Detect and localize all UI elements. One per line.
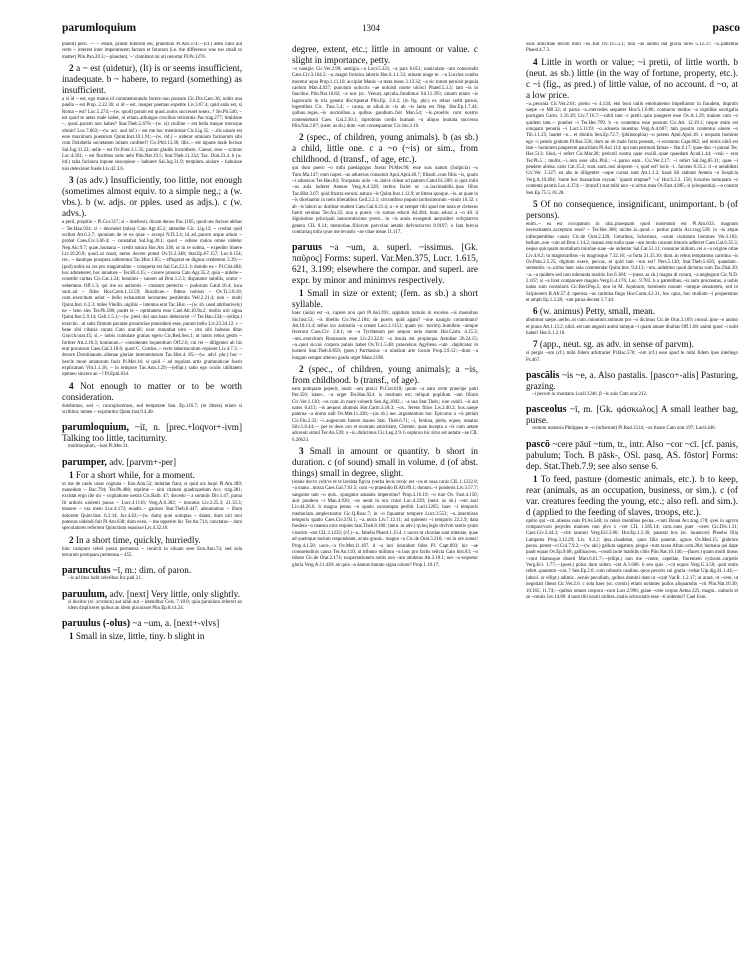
- citation-block: ~is ad litus ludit celeribus Inc.pall.21.: [68, 576, 142, 582]
- citation-block: eam potiquam peperit, iussit ~am proici Pl.Cist.618; quom ~a natu recte praecipe patri Per.350; istaec.. ~a urget Ter.Hau.924; is morbum est; reliquit pupillum ~um filium Cic.Ver.1.130; ~os cum..in mare voluerit Sen.Ag.1002..; ~a sua Stat.Theb.; iure cubili. ~is aut natos 8.413; ~is aequus alumnis Hor.Carm.3.18.3; ~os.. ferens filios Liv.2.40.2; hos..saepe paterna ~a domo uidi Ov.Met.11.438;—(as sb.) nec..argumentum hoc Epicurus a ~is petiuit Cic.Fin.2.32; ~i..augescunt funere manes Stat. Theb.6.71; ~i, femina, plebs, eques, senatus Silv.1.6.44;— per te deos oro et nostram amicitiam, Chreme, quae incepta a ~is cum aetate adcreuit simul Ter.An.539; a ~is..didicimus Cic.Leg.2.9. b sophron hic sitvs est aetatis ~ae CIL 6.26623.: [292, 386, 478, 443]
- sense-number: 1: [69, 631, 74, 642]
- entry-definition: ~cere pāuī ~tum, tr., intr. Also ~cor ~cī. [cf. panis, pabulum; Toch. B pāsk-, OSl. pasq, AS. fōstor] Forms: dep. Stat.Theb.7.9; see also sense 6.: [526, 438, 738, 471]
- dictionary-entry: [526, 404, 738, 432]
- sense-number: 1: [533, 473, 538, 484]
- citation-block: abutimur saepe..uerbo..ut cum..minutum animum pro ~o dicimus Cic.de Orat.3.169; consul..ipse ~o animo et prauo Att.1.13.2; nihil..est tam angusti animi tamque ~i quam amare diuitias Off.1.68; animi quod ~i nolit haberi Hor.S.1.2.10.: [526, 318, 738, 336]
- sense-text: To feed, pasture (domestic animals, etc.). b to keep, rear (animals, as an occupation, business, or sim.). c (of var. creatures feeding the young, etc.; also refl. and sim.). d (applied to the feeding of slaves, troops, etc.).: [526, 473, 738, 517]
- sense-definition: [62, 63, 242, 96]
- dictionary-entry: [526, 439, 738, 472]
- citation-block: praeut) peril. — ~ etiam, praeut futurum est, praedicas Pl.Am.374;—(cf.) adeo nihil aut certe ~ interest inter imperatorem factum et futurum (i.e. the difference was too small to matter) Plin.Pan.20.3;—plaudunt, '~' clamitant mi uti renortar Pl.Ps.1276.: [62, 42, 242, 60]
- sense-number: 4: [69, 380, 74, 391]
- entry-definition: ~ī, m. [Gk. φάσκωλος] A small leather bag, purse.: [526, 404, 738, 426]
- sense-number: 2: [69, 534, 74, 545]
- dictionary-columns: [62, 42, 750, 957]
- sense-definition: [62, 470, 242, 481]
- sense-definition: [526, 474, 738, 518]
- headword: parumloquium,: [62, 422, 129, 434]
- page-number: 1304: [362, 23, 380, 33]
- entry-head-line: [292, 242, 478, 286]
- entry-head-line: [62, 565, 242, 576]
- citation-block: haec (aula) est ~a, capere non quit Pl.Aul.391; oppidum tumulo in excelso..~is moenibus Sis.hist.53; ~is libellis Cic.Ver.2.184; de pueris quid agam? ~one nauigio committam? Att.10.11.4; tellus uix animalia ~a creant Lucr.2.1151; quam (sc. turrim)..humilem ~amque fecerunt Caes.Civ. 2.8.1; ne ~a Tyrrhenum per aequor uela darem Hor.Carm. 4.15.3; ~um..exercitum Romanum esse Liv.23.32.8; ~a insula est propinqua Aetoliae 26.24.15; ~a..quot siccus corpora puluis habet Ov.Tr.1.5.48; praecelsus Agylleus..~um ..duplicatur in hostem Stat.Theb.6.859; (poet.) Parrhasius ~a uindicat arte locum Prop.3.9.12;—dum ~a longam semper alterno gradu urget Maur.2198.: [292, 311, 478, 361]
- citation-block: a peril, propitio ~ Pl.Cur.317; si ~ intellexti, dicam denuo Pac.1105; quod ues fecisse alebas ~ Ter.Hau.924; si ~ decendet (talea) Cato Agr.45.2; attendite Cic. Lig.13; ~ crediat quid scribat Att.6.3.7; quoniam de re ea quae ~ accepi N.D.3.4; id..ad..pacem atque otium ~ probat Caes.Civ.3.66.4; ~ constabat Sal.Jug.30.1; quod ~ odisse malos omne uidetur Nep.Alc.9.7; quae..humana ~ credit natura Hor.Ars 338; ut in re subita, ~ expedito itinere Liv.10.26.9; quod..ut nouit, nemo docere potest Ov.Tr.2.348; Stat.Ep.67.157; Luc.6.154; res.. ~ dautique prospera uiderentur Tac.Hist.1.85; ~ effugerat ne dignus crederetur 3.39;—(pod) nobis ea res pro magnitudine ~ comperta est Sal.Cat.22.3. b dumdo ea ~ Pl.Cist.484; hoc aduteneret, hoc innatuse ~ Ter.Hl.4.15; ~ cavere pronera Cato Agr.35.2; quia ~ ardebe ~ constitit caritas Cic.Cat.1.24; honnimi ~ sanum ad Brut.1.2.3; disputator subtilis, orator ~ uehemens Off.1.3; qui me ex aerismis ~ creatum pertectis ~ pudorum Catul.16.4; luca sunt..ad ~ fidos Hor.Carm.1.12.59; Boralicae..~ fidens nobisis ~ Ov.Tr.3.8.18; cum..exercitum uelut ~ bello exhaustum lacerantes pestilentia Vell.2.21.4; non ~ multi Quint.Inst. 6.2.3; miles Vitellii..uigiliis ~ intentus erat Tac.Hist. —(w. sb. used attributively) ne ~ leno sies Ter.Ph.508; pudet te ~ optimatem esse Cael.Att.10.9a.2; mollis uiri signa Quint.Inst.5.9.14; Gell.1.5.1;—(w. pred. do) una haec dedecorist ~? Ter.Hau.334;—(ellipt.) exercitu ..ut satis firmum pacatae prouinciae praesidem esse, parum bello Liv.23.34.12. c ~ bene sibi cibaria curata Cato orat.66; uxor renuntiat uiro ~ cito sibi balneas ditas Gracch.orat.45; si..~ uobis cumulate gratias egero Cic.Red.Sen.1; ut tantis rebus gestis ~ fortiter Att.2.18.3; hominum..~ considerate loquentium Off.2.6; cui rei ~ diligenter ab his erat prouisum Caes.Gal.3.18.6; quod C. Curtius..~ recte tabernaculum cepisset Liv.4.7.3; ~ decore Domitianum..alienae gloriae interuenturum Tac.Hist.4. 85;—(w. advl. phr.) hoc ~ hercle more amatorum facis Pl.Mer.16; si quid ~ ad regulam artis grammaticae fuerit explicatum Vitr.1.1.18; ~ in tempore Tac.Ann.1.29;—(ellipt.) satin ego oculis utilitatem optineo sincere an ~? Pl.Epid.634.: [62, 220, 242, 378]
- entry-head-line: [526, 404, 738, 426]
- column-middle: [292, 42, 478, 957]
- citation-block: (omne decvs volt/vs et te lavdata figvra (verba levis nvn)c est ~os et ossa canis CIL 1.1222.8; ~a manu ..missa Caes.Gal.7.61.5; cum ~o praesidio B.Afr.89.1; donum..~i ponderis Liv.3.57.7; sanguine tam ~o quis.. spargatur amantis imperobus? Prop.3.16.19; ~o ture Ov. Fast.4.150; auri pondera ~i Man.4.926; ~os uenit in ora cruor Luc.4.239; (neut. as sb.) ~om auri Liv.44.26.6. b magna penus ~o spatio consumpta peribit Lucil.1205; haec ~i temporis memoriam..amplectuntur Cic.Q.Rosc.7; in ~o liquantur tempore Lucr.3.553; ~o..intermisso temporis spatio Caes.Civ.3.93.1; ~a..mora Liv.7.12.11; ad quietem ~i temporis 22.2.9; data foedera ~o maesta uiris requies Stat.Theb.8.160; (neut. as adv.) qvinq legis titvlvm sentis qvam vixerim ~om CIL 2.1235; (cf.) ~a.. fabella Phaed.1.15.4. c uoces ut chordae sunt intentae, quae ad quemque tactum respondeant, acuta grauis.. magna ~a Cic.de Orat.3.216; ~us in ore sonus! Prop.4.1.58; uoce..~a Ov.Met.11.187. d ~a iuri iurandost fides Pl. Capt.893; hic ~ae consuetudinis causa Ter.An.110; at tribuno militum ~a laus pro factis relicta Cato hist.83; ~o labore Cic.de Orat.2.174; exspectationem nobis non ~am attuleras Att.3.18.1; nec ~a sequetur gloria Verg.A.11.430; an quia ~a damus mutato signa colore? Prop.1.18.17;: [292, 480, 478, 568]
- sense-text: Of no consequence, insignificant, unimportant. b (of persons).: [526, 198, 738, 220]
- left-guide-word: parumloquium: [62, 22, 137, 34]
- sense-number: 1: [69, 469, 74, 480]
- sense-number: 4: [533, 56, 538, 67]
- dictionary-entry: [62, 565, 242, 582]
- sense-text: Little in worth or value; ~i pretii, of little worth. b (neut. as sb.) little (in the way of fortune, property, etc.). c ~i (fig., as pred.) of little value, of no account. d ~o, at a low price.: [526, 56, 738, 100]
- citation-block: ~o nauigio Cic.Ver.2.99; uestigia..~a Lucr.5.321; ~a pars 6.651; nauiculam ~am conscendit Caes.Civ.3.104.3; ~a..magni formica laboris Hor.S.1.1.33; utinam mage te.. ~a Lucrina cumba moretur aqua Prop.1.11.10; accipiat Manis ~a testa meos 2.13.32; ~a sic totum peruisit pupula caelum Man.4.927; punctum uolucris ~ae uoluisti morte ulcisci Phaed.5.3.3; tam ~is in faucibus Plin.Nat.10.82; ~a nos (sc. Venus)..spicula..fundimus Sil.11.393; uinum etiam ~is laguncalis in tria genera discripserat Plin.Ep. 2.6.2; (in fig. phr.) ex rebus cedit paruis, ingentibus Cic. Tusc.5.4; ~ causa, ut aliud..in ~is ab ~is laeta est Nep. Hor.Ep.1.7.44; quibus..reges..~is auctoribus..a quibus gaudium..fuit Man.54; ~is..proeliis cum nostris contendebant Caes. Gal.2.30.1; inprobitas cordis humani ~o aliquo inuitata successu Plin.Nat.2.87; (neut. as sb.) dum ~um consequamur Cic.Inv.2.10.: [292, 67, 478, 130]
- dictionary-entry: [62, 457, 242, 468]
- sense-text: In a short time, quickly, hurriedly.: [75, 534, 201, 545]
- sense-definition: [526, 199, 738, 221]
- citation-block: enim..~ ea est occupatum in uita..praequam quod molestum est Pl.Am.633; magnum necessitatem..acceptum esse? ~ Ter.Hec.306; nicibe..is..quod..~ potius patria Acc.trag.520; in ~is atque infrequentibus causis Cic.de Orat.2.320; Ceturinos, Scherinos, ~arum ciuitatum homines Ver.3.103; bellum..non ~um ad Brut.1.14.2; manus erat nulla quae ~am modo causam timoris adferret Caes.Gal.6.35.3; neque quicquam mortalium iniuriae suae ~ae uidentur Sal.Cat.51.11; censurae initium..rei a ~a origine ortae Liv.4.8.2; in magistratibus ~is magnisque 7.32.16; ~a furta 21.35.10; dum..in rebus temptamus carmina ~is Ov.Pont.2.5.25; digitum exere, peccas, et quid tam ~um est? Pers.5.120; Stat.Theb.5.656; quaedam.. sententiis ~a..uirtus haec sola commendat Quint.Inst. 9.4.13; ~um..uidebitur quod dicturus sum Tac.Dial.30; ~a..~a quidem sed non toleranda maritis Juv.6.184; —(neut. as sb.) magna di curant, ~a neglegunt Cic.N.D. 2.167; si ~a licet componere magnis Verg.G.4.176; Luc. 9.783. b a parentibus..~is sum procreatus, a uobis natus sum consularis Cic.Red.Pop.5; non in M. Aquinum, hominem nouum ~umque senatorem, sed in Scipionem B.Afr.57.4; operosa ~us carmina fingo Hor.Carm.4.2.31; hoc opus, hoc studium ~i properemus et ampli Ep.1.3.28; ~um parua decent 1.7.44.: [526, 221, 738, 303]
- definition-continuation: [292, 44, 478, 66]
- sense-text: Not enough to matter or to be worth consideration.: [62, 380, 242, 402]
- sense-definition: [292, 364, 478, 386]
- sense-number: 1: [299, 288, 304, 299]
- sense-text: (w. animus) Petty, small, mean.: [539, 306, 656, 317]
- sense-number: 3: [69, 175, 74, 186]
- entry-definition: ~a ~um, a. superl. ~issimus. [Gk. παῦρος] Forms: superl. Var.Men.375, Lucr. 1.615, 621, 3.199; elsewhere the compar. and superl. are expr. by minor and minimvs respectively.: [292, 242, 478, 286]
- citation-block: opilio qui ~cit..alienas ouis Pl.As.540; in celsis montibus pecua..~cunt Donai Acc.trag.178; qvei in agrvm compascvom peqvdes maiores non plvs x ~cet CIL 1.585.14; cum..sues puer ~ceret Cic.Div.1.31; Caes.Civ.3.44.3; ~cite taurum Verg.Ecl.3.86; Hor.Ep.1.3.36; pauerat hos (sc. iuuencos) Phoebo filia Lampetia Prop.3.12.29; Liv. 9.2.2; ipsa..claudebat, quos filia pauerat, agnos Ov.Med.15; glabrum pecus..potest ~ci Col.7.9.2;—(w. abl.) gallum sagatum, pingui ~tum taxea Afran.com.284; humana qui dape pauit equas Ov.Ep.9.68; gallinaceos..~cendi lacte madidis cibis Plin.Nat.10.140;—(facet.) quam multi tineas ~cunt blattasque diserti Mart.6.61.7;—(ellipt.) non me ~cente, capellae, florentem cytisum..carpetis Verg.Ecl. 1.77;—(poet.) polus dum sidera ~cet A.1.608. b seu quis ..~cit equos Verg.G.3.50; quid enim refert..quantum ~cat..? Sen.Ep.2.6; cum robustis canibus..quos pecoris sui gratia ~cebat Ulp.dig.41.1.44;—(absol. or ellipt.) adimis ..seruis peculium, quibus domini dant ut ~cant Var.R. 1.2.17; ut arare, ut ~cere, ut negotiari libeat Cic.Ver.2.6. c sola haec (sc. cornix) etiam uolantes pullos aliquamdiu ~cit Plin.Nat.10.30; 10.165; 11.74;—quibus omnes corpora ~cunt Lucr.2.996; graue ~cere corpus Aetna 225; magni.. uulturis et se ~centis Juv.14.80. d num tibi nostri milites..malis orbiculatis esse ~ti uidentur? Cael.Fam.: [526, 518, 738, 600]
- sense-text: (spec., of children, young animals); a ~is, from childhood. b (transf., of age).: [292, 363, 478, 385]
- dictionary-entry: [62, 589, 242, 613]
- entry-definition: adv. [parvm+-per]: [109, 456, 177, 467]
- sense-text: (as adv.) Insufficiently, too little, not enough (sometimes almost equiv. to a simple neg.; a (w. vbs.). b (w. adjs. or pples. used as adjs.). c (w. advs.).: [62, 175, 242, 219]
- sense-text: Small in size, little, tiny. b slight in: [75, 631, 205, 642]
- dictionary-entry: [62, 422, 242, 450]
- citation-block: multiloquium, ~ium Pl.Mer.31.: [68, 444, 130, 450]
- entry-definition: adv. [next] Very little, only slightly.: [109, 588, 240, 599]
- headword: paruulus (-olus): [62, 618, 131, 630]
- citation-block: centum numaria Philippea in ~o (infuerunt) Pl.Rud.1314; ~os furare Cato orat.197; Lucil.446.: [532, 426, 716, 432]
- entry-head-line: [62, 618, 242, 629]
- entry-head-line: [62, 422, 242, 444]
- sense-definition: [526, 306, 738, 317]
- citation-block: ut me de caelo uisas cognata ~ Enn.Ann.53; indutiae fiant, si quid uis loqui Pl.Am.389; manedum ~ Bac.794; Ter.Ph.486; reprime ~ uim citatum quadrupedum Acc. trag.381; exsistat ergo ille uir ~ cogitatione uestra Cic.Balb. 47; discedo ~ a somniis Div.1.47; parua fit ardoris uiolenti pausa ~ Lucr.4.1116; Verg.A.6.382; ~ moratus Liv.2.25.3; 21.33.3; tenuere ~ ora metu Luc.4.172; euadit..~ gauisos Stat.Theb.6.447; adsumamus ~ illum dolorem Quint.Inst. 6.2.34; Juv.4.62;—(w. dum) quoi uoluptas ~ datast, dum uiri moi potestas uidendi fuit Pl.Am.638; dum exeo, ~ me opperire hic Ter.An.714; cunctatus ~ dum speculatores referrent Quinctium euasisse Liv.4.32.10.: [62, 481, 242, 532]
- sense-definition: [62, 175, 242, 219]
- headword: pasceolus: [526, 404, 567, 416]
- sense-number: 2: [299, 363, 304, 374]
- sense-number: 2: [69, 63, 74, 74]
- sense-definition: [62, 631, 242, 642]
- sense-number: 6: [533, 306, 538, 317]
- headword: paruus: [292, 242, 323, 254]
- sense-number: 5: [533, 198, 538, 209]
- entry-definition: ~iī, n. [prec.+loqvor+-ivm] Talking too little, taciturnity.: [62, 422, 242, 444]
- sense-definition: [292, 446, 478, 479]
- dictionary-entry: [292, 242, 478, 286]
- citation-block: qui dum puero ~o mihi paedagogus fuerat Pl.Mer.90; esse suis natum (Sulpicia) ~o Turn.Ma.147; eum nuper..~as aduersus consuluit Apul.Apol.46.7; filiaoli..cum filiis ~is, quum ~i aduersus Ter.Hau.84; Torquatus uolo ~is..dolce rideat ad patrem Catul.61.209; si quis mihi ~us aula luderet Aeneas Verg.A.4.328; tertius faciet ut ~a..lacrimabilis..ipsa filius Tac.Hist.3.67; quid frustra eorum..natura ~is Quint.Inst.1.12.9; ut littera quoque..~is..ut quae in ~is dicebantur in meis liberalibus Gell.2.2.1; circumfuso populo lactissimorum ~orum 10.32. c ab ~is labori ac duritiae student Caes.Gal.6.21.4; a ~o ut semper tibi apud me iusta et clemens fuerit seruitus Ter.An.35; una a pueris ~is sumus educti Ad.494; hunc..eduxi a ~o 48. d dignissimo principali innocentissimo pvero.. in ~is annis exsegenti aeqvaliter volvptatvm genera CIL 8.14; memoriae..filiorvm parvvlan aetatis defvnctorvm 8.9107; o fata brevia contrariaq mihi qvae me levastis ~ae vitae meae 11.117.: [292, 166, 478, 235]
- entry-head-line: [62, 589, 242, 600]
- right-guide-word: pasco: [712, 22, 740, 34]
- sense-text: a ~ est (uidetur), (It) is or seems insufficient, inadequate. b ~ habere, to regard (something) as insufficient.: [62, 63, 242, 96]
- sense-text: For a short while, for a moment.: [75, 469, 195, 480]
- sense-definition: [526, 57, 738, 101]
- citation-block: hinc campum celeri passu permensa ~ coniicit in siluam sese Enn.Ann.74; sed sola terrarum postquam permensa ~ 455.: [62, 546, 242, 558]
- entry-definition: ~is ~e, a. Also pastalis. [pasco+-alis] Pasturing, grazing.: [526, 370, 738, 392]
- sense-number: 3: [299, 446, 304, 457]
- citation-block: si ducitur (sc. scrotum) aut nihil aut ~ intenditur Cels. 7.18.8; quia paruulum referret an idem displiceret quibus an idem placuisset Plin.Ep.8.14.24.: [68, 599, 242, 611]
- dictionary-entry: [526, 370, 738, 398]
- citation-block: si pergis ~om (cf.) mihi fidem arbitrarier Pl.Bac.570; ~om (cf.) esse apud te mihi fidem ipse intellego Ps.467.: [526, 351, 738, 363]
- entry-head-line: [526, 370, 738, 392]
- column-left: [62, 42, 242, 957]
- entry-head-line: [526, 439, 738, 472]
- sense-definition: [62, 535, 242, 546]
- sense-text: Small in size or extent; (fem. as sb.) a short syllable.: [292, 288, 478, 310]
- sense-number: 2: [299, 132, 304, 143]
- headword: pascālis: [526, 370, 560, 382]
- headword: parumper,: [62, 456, 107, 468]
- citation-block: usus amicitiae tecum mihi ~us..fuit Ov.Tr.5.5.1; non ~as animo dat gloria uires 5.12.37; ~a..patientia Phaed.4.7.3.: [526, 42, 738, 54]
- entry-definition: ~ī, m.: dim. of paron.: [112, 565, 192, 576]
- running-head: [0, 22, 750, 38]
- entry-head-line: [62, 457, 242, 468]
- column-right: [526, 42, 738, 957]
- sense-definition: [292, 132, 478, 165]
- citation-block: ~a..pecunia Cic.Ver.2.61; pretio ~o 4.134; etsi boni nullo emolumento impelluntur in fraudem, improbi saepe ~o Mil.32; si parua ~a..mercedes sequerer Hor.S.1.6.86; contracto melius ~a cupidine uectigalia porrigam Carm. 3.16.39; Liv.7.16.7;—nihil tam ~i pretii..quin pungeret esse Ov.A.1.29; maiore cum ~o quidem tam..~ praebet ~i Ter.Hec.799. b ~o contentus esse possum Cic.Att. 12.19.1; neque enim est umquam penuria ~i Lucr.5.1119; ~o..adsueta iuuentus Verg.A.4.607; tam possim contentus uiuere ~o Tib.1.1.25; laudet ~o... et diuitiis Sen.Ep.72.7; (philosophia) ~o potens Apul.Apol.18. c nequam hominis ego ~i pendo gratiam Pl.Bac.558; dum ne ob male facta peream, ~i existumo Capt.682; sed nimis nihil est tam ~ hominem pauperem pauciliam Pl.Aul.114; qui tum permuni famae ~ Nat.6.17; quae duo ~i putaui Ter. Hec.513; illud..~i refert Cic.Mur.28; periculi nostra quae exsilii..quae quaedam Acad.1.44; ~onii ~ erat Ter.Ph.5..; multis..~i..rem esse sibi..Phil.; ~i..paruo eam.. Cic.Ver.2.17; ~i refert Sal.Jug.85.31; quae ~i pendere aliena. caris Cat.15.2; sunt..sunt..nisi aliquem ~i, quid est? lucis ~i.. faciens 8.35.2. d ~o uendidisti Cic.Ver. 3.127; ea abs te diligenter ~oque curata sunt Att.1.3.2; haud illi stabunt Aeneia ~o hospicia Verg.A.10.494; 'sume hoc tisanarium oryzae.' 'quanti emptae?' '~o' Hor.S.2.3. 156; luxuries numquam ~o contenta paratis Luc.4.374;— (transf.) stat mihi non ~o uirtus mea Ov.Fast.4.885; si (eloquentia)..~o constat Sen.Ep.75.5; 81.28.: [526, 101, 738, 196]
- citation-block: ~i pecore ac montano Lucil.1246. β ~is ouis Cato orat.212.: [532, 392, 648, 398]
- sense-text: (spec., of children, young animals). b (as sb.) a child, little one. c a ~o (~is) or sim., from childhood. d (transf., of age, etc.).: [292, 132, 478, 165]
- sense-text: (app., neut. sg. as adv. in sense of parvm).: [539, 339, 694, 350]
- citation-block: a si id ~ est, ego matus id commemorando facere non possum Cic.Div.Caec.36; nobis una puella ~ est Prop. 2.22.36; si id ~ est, insuper poemas expetite Liv.3.67.4; quid satis est, si Roma ~ est? Luc.5.274;—(w. quod) parum est quod..nobis successet senex..? Ter.Ph.546; ~ est quod te aetas male habet, ni etiam..adiungas crocibus reticentia Pac.trag.277; timidone ~, quod..pacem non habes? Stat.Theb.5.676;—(w. si) ciuiline ~ est bella meque mecsque obruit? Luc.7.663;—(w. acc. and inf.) ~ est me hoc meminisse Cic.Lig.35; ~..dis uisum est esse maximum poetarum Quint.Inst.10.1.91;—(w. inf.) ~ uidetur omnium facinorum sibi cum Dolabella societatem initam confiteri? Cic.Phil.13.36; illis..~ est inpune male fecisse Sal.Jug.31.22; uelle ~ est Ov.Pont.3.1.35; parum gladiis incumbere, Caesar, esse ~ scimus Luc.4.501; ~ est fluctibus solis uehi Plin.Nat.19.5; Stat.Theb.11.332; Tac. Dial.23.4. b (w. inf.) talia facinora inpune suscepisse ~ habuere Sal.Jug.31.9; templum..uiolare ~ habuisse nisi detexisset foede Liv.42.3.6.: [62, 97, 242, 172]
- headword: pascō: [526, 438, 550, 450]
- sense-definition: [526, 339, 738, 350]
- sense-text: Small in amount or quantity. b short in duration. c (of sound) small in volume. d (of abst. things) small in degree, slight.: [292, 446, 478, 479]
- headword: parunculus: [62, 565, 111, 577]
- dictionary-entry: [62, 618, 242, 629]
- citation-block: dolebimus, sed ~; concupiscemus, sed temperate Sen. Ep.116.7; (m littera) etiam si scribitur, tamen ~ exprimitur Quint.Inst.9.4.40.: [62, 403, 242, 416]
- sense-definition: [292, 288, 478, 310]
- sense-text: degree, extent, etc.; little in amount or value. c slight in importance, petty.: [292, 44, 478, 65]
- sense-number: 7: [533, 339, 538, 350]
- entry-definition: ~a ~um, a. [next+-vlvs]: [132, 618, 220, 629]
- headword: paruulum,: [62, 588, 108, 600]
- sense-definition: [62, 381, 242, 403]
